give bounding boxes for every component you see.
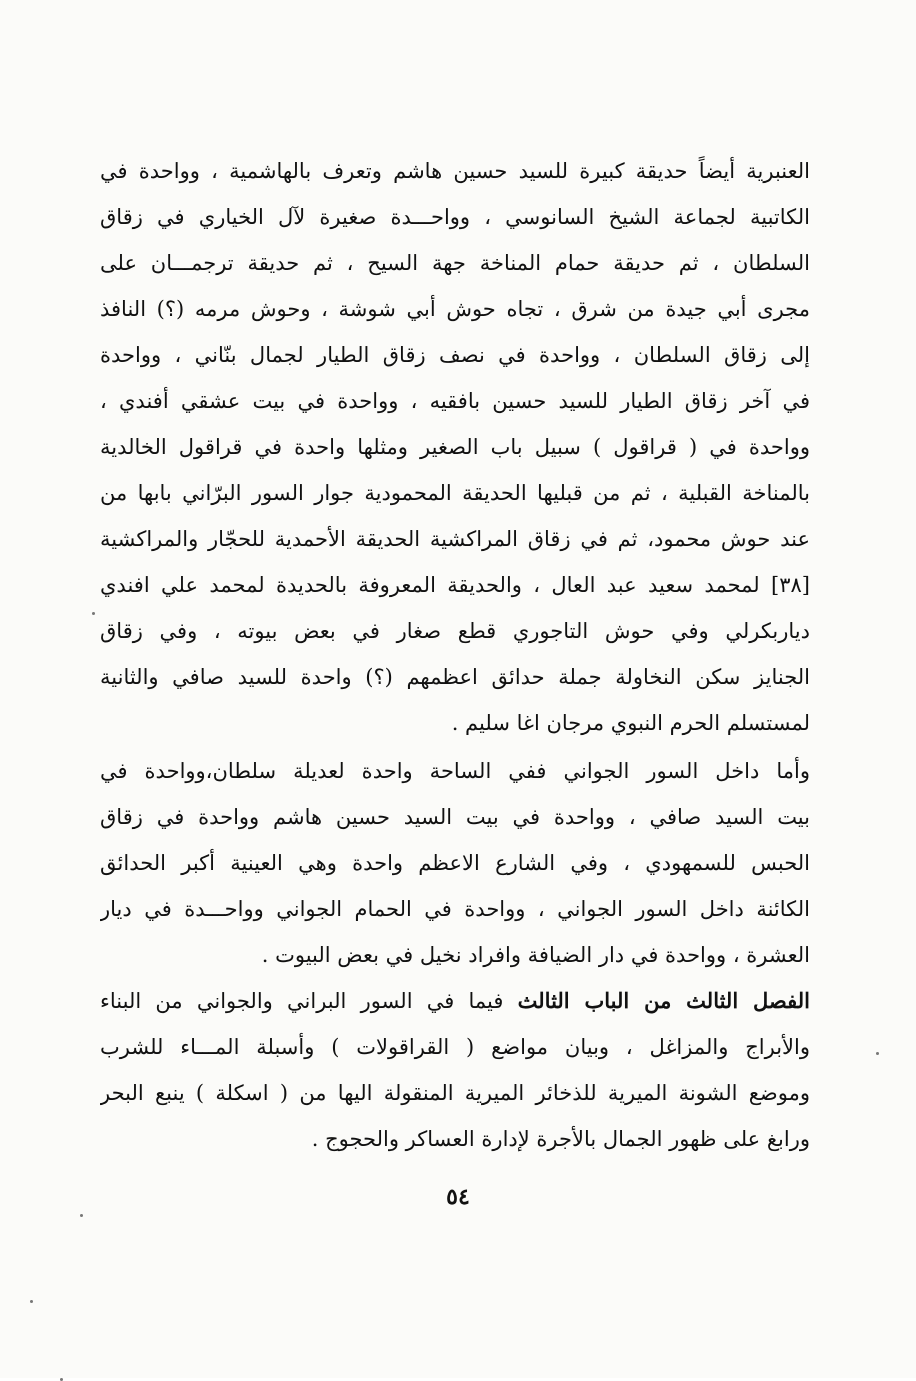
text-line: مجرى أبي جيدة من شرق ، تجاه حوش أبي شوشة ، وحوش مرمه (؟) النافذ	[100, 297, 810, 321]
text-line: دياربكرلي وفي حوش التاجوري قطع صغار في بعض بيوته ، وفي زقاق	[100, 619, 810, 643]
text-line: العشرة ، وواحدة في دار الضيافة وافراد نخيل في بعض البيوت .	[261, 943, 810, 967]
text-line: وموضع الشونة الميرية للذخائر الميرية المنقولة اليها من ( اسكلة ) ينبع البحر	[100, 1081, 810, 1105]
text-line: الكائنة داخل السور الجواني ، وواحدة في الحمام الجواني وواحـــدة في ديار	[100, 897, 810, 921]
paragraph-gardens-inner-wall	[100, 748, 810, 978]
scan-speck	[92, 612, 95, 615]
page-number: ٥٤	[446, 1184, 470, 1210]
text-line: في آخر زقاق الطيار للسيد حسين بافقيه ، وواحدة في بيت عشقي أفندي ،	[100, 389, 810, 413]
text-line: ورابغ على ظهور الجمال بالأجرة لإدارة العساكر والحجوج .	[311, 1127, 810, 1151]
text-line: إلى زقاق السلطان ، وواحدة في نصف زقاق الطيار لجمال بنّاني ، وواحدة	[100, 343, 810, 367]
text-line: لمستسلم الحرم النبوي مرجان اغا سليم .	[451, 711, 810, 735]
text-line: والأبراج والمزاغل ، وبيان مواضع ( القراقولات ) وأسبلة المـــاء للشرب	[100, 1035, 810, 1059]
text-line: الكاتبية لجماعة الشيخ السانوسي ، وواحـــدة صغيرة لآل الخياري في زقاق	[100, 205, 810, 229]
text-line: وواحدة في ( قراقول ) سبيل باب الصغير ومثلها واحدة في قراقول الخالدية	[100, 435, 810, 459]
text-line: بيت السيد صافي ، وواحدة في بيت السيد حسين هاشم وواحدة في زقاق	[100, 805, 810, 829]
scan-speck	[30, 1300, 33, 1303]
paragraph-gardens-outer-wall	[100, 148, 810, 746]
text-line: عند حوش محمود، ثم في زقاق المراكشية الحديقة الأحمدية للحجّار والمراكشية	[100, 527, 810, 551]
text-line: [٣٨] لمحمد سعيد عبد العال ، والحديقة المعروفة بالحديدة لمحمد علي افندي	[100, 573, 810, 597]
text-line: وأما داخل السور الجواني ففي الساحة واحدة لعديلة سلطان،وواحدة في	[100, 759, 810, 783]
text-line: الحبس للسمهودي ، وفي الشارع الاعظم واحدة وهي العينية أكبر الحدائق	[100, 851, 810, 875]
scan-speck	[80, 1214, 83, 1217]
section-heading: الفصل الثالث من الباب الثالث	[517, 988, 810, 1013]
text-line: الجنايز سكن النخاولة جملة حدائق اعظمهم (؟) واحدة للسيد صافي والثانية	[100, 665, 810, 689]
text-line	[100, 978, 810, 1024]
text-line: السلطان ، ثم حديقة حمام المناخة جهة السيح ، ثم حديقة ترجمـــان على	[100, 251, 810, 275]
section-heading-rest: فيما في السور البراني والجواني من البناء	[100, 989, 504, 1013]
text-line: العنبرية أيضاً حديقة كبيرة للسيد حسين هاشم وتعرف بالهاشمية ، وواحدة في	[100, 159, 810, 183]
text-line: بالمناخة القبلية ، ثم من قبليها الحديقة المحمودية جوار السور البرّاني بابها من	[100, 481, 810, 505]
paragraph-chapter-three	[100, 978, 810, 1162]
scan-speck	[876, 1052, 879, 1055]
